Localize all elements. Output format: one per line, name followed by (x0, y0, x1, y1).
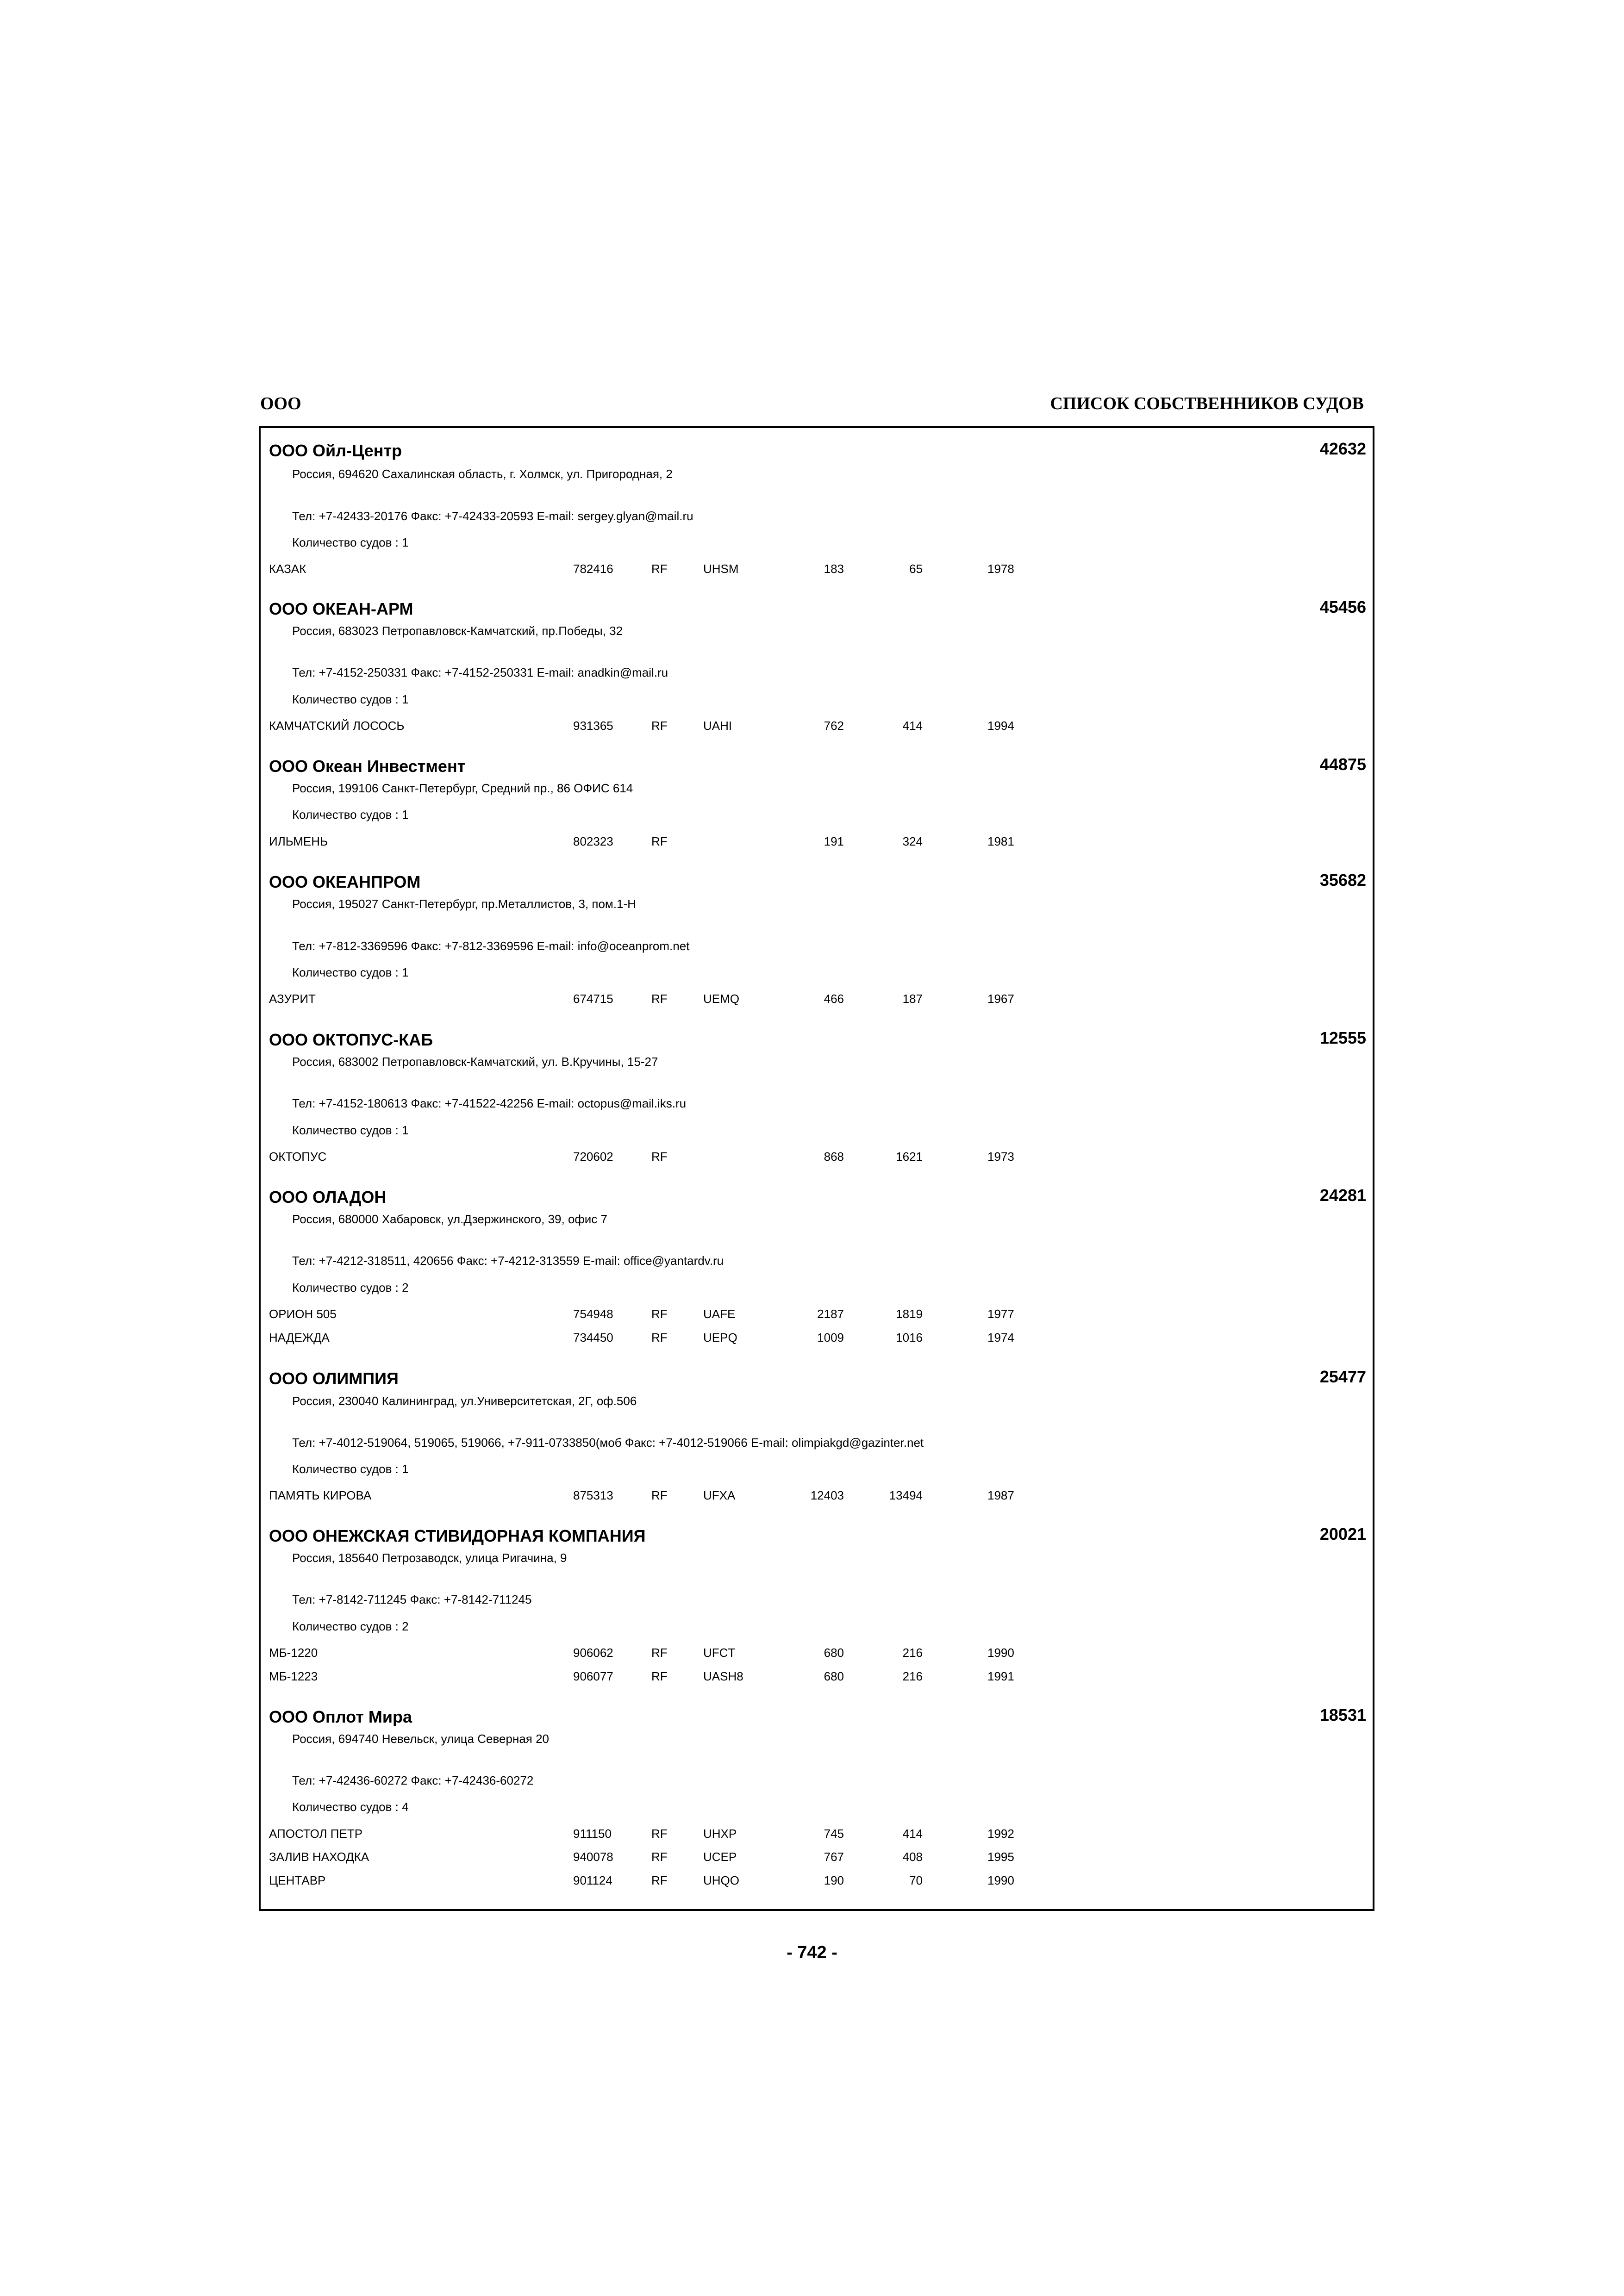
vessel-name: МБ-1223 (269, 1669, 318, 1683)
vessel-name: АПОСТОЛ ПЕТР (269, 1827, 363, 1841)
company-id: 20021 (1319, 1524, 1366, 1543)
vessel-deadweight: 1819 (896, 1307, 923, 1321)
vessel-gross-tonnage: 680 (824, 1646, 844, 1660)
vessel-flag: RF (651, 834, 668, 848)
vessel-call-sign: UCEP (703, 1850, 737, 1864)
vessel-name: ЦЕНТАВР (269, 1873, 326, 1887)
vessel-name: КАЗАК (269, 562, 306, 576)
vessel-flag: RF (651, 1850, 668, 1864)
vessel-count: Количество судов : 1 (292, 1462, 409, 1476)
vessel-row (261, 1669, 1373, 1685)
vessel-name: НАДЕЖДА (269, 1331, 330, 1344)
company-name: ООО Оплот Мира (269, 1707, 412, 1726)
vessel-row (261, 1850, 1373, 1866)
vessel-deadweight: 13494 (889, 1488, 923, 1502)
vessel-build-year: 1994 (987, 719, 1014, 733)
vessel-name: МБ-1220 (269, 1646, 318, 1660)
vessel-deadweight: 187 (902, 992, 923, 1006)
vessel-call-sign: UAFE (703, 1307, 736, 1321)
company-contacts: Тел: +7-4152-180613 Факс: +7-41522-42256 E-mail: octopus@mail.iks.ru (292, 1096, 687, 1110)
vessel-count: Количество судов : 1 (292, 808, 409, 821)
vessel-deadweight: 70 (909, 1873, 923, 1887)
vessel-call-sign: UHQO (703, 1873, 739, 1887)
vessel-deadweight: 65 (909, 562, 923, 576)
vessel-call-sign: UHSM (703, 562, 739, 576)
vessel-gross-tonnage: 466 (824, 992, 844, 1006)
vessel-row (261, 1646, 1373, 1661)
vessel-build-year: 1977 (987, 1307, 1014, 1321)
company-id: 25477 (1319, 1367, 1366, 1386)
vessel-deadweight: 414 (902, 719, 923, 733)
vessel-build-year: 1995 (987, 1850, 1014, 1864)
vessel-gross-tonnage: 868 (824, 1150, 844, 1164)
vessel-row (261, 1331, 1373, 1346)
vessel-build-year: 1974 (987, 1331, 1014, 1344)
company-contacts: Тел: +7-812-3369596 Факс: +7-812-3369596 E-mail: info@oceanprom.net (292, 939, 690, 953)
vessel-flag: RF (651, 992, 668, 1006)
company-id: 44875 (1319, 755, 1366, 774)
vessel-flag: RF (651, 562, 668, 576)
vessel-gross-tonnage: 2187 (817, 1307, 844, 1321)
company-contacts: Тел: +7-4012-519064, 519065, 519066, +7-911-0733850(моб Факс: +7-4012-519066 E-mail: olimpiakgd@gazinter.net (292, 1436, 924, 1450)
vessel-build-year: 1981 (987, 834, 1014, 848)
company-contacts: Тел: +7-42436-60272 Факс: +7-42436-60272 (292, 1773, 534, 1787)
company-id: 24281 (1319, 1186, 1366, 1205)
vessel-gross-tonnage: 680 (824, 1669, 844, 1683)
vessel-count: Количество судов : 1 (292, 535, 409, 549)
vessel-gross-tonnage: 183 (824, 562, 844, 576)
company-name: ООО ОКТОПУС-КАБ (269, 1030, 433, 1049)
vessel-name: ЗАЛИВ НАХОДКА (269, 1850, 369, 1864)
vessel-gross-tonnage: 12403 (810, 1488, 844, 1502)
vessel-deadweight: 414 (902, 1827, 923, 1841)
vessel-reg-number: 720602 (573, 1150, 613, 1164)
vessel-row (261, 1827, 1373, 1842)
vessel-deadweight: 1016 (896, 1331, 923, 1344)
company-contacts: Тел: +7-4152-250331 Факс: +7-4152-250331 E-mail: anadkin@mail.ru (292, 666, 668, 679)
vessel-call-sign: UEPQ (703, 1331, 737, 1344)
vessel-build-year: 1967 (987, 992, 1014, 1006)
vessel-gross-tonnage: 767 (824, 1850, 844, 1864)
vessel-flag: RF (651, 1873, 668, 1887)
company-id: 42632 (1319, 439, 1366, 458)
vessel-call-sign: UASH8 (703, 1669, 743, 1683)
vessel-count: Количество судов : 4 (292, 1800, 409, 1814)
vessel-build-year: 1991 (987, 1669, 1014, 1683)
company-name: ООО ОНЕЖСКАЯ СТИВИДОРНАЯ КОМПАНИЯ (269, 1526, 646, 1545)
company-name: ООО ОЛИМПИЯ (269, 1369, 399, 1388)
company-address: Россия, 230040 Калининград, ул.Университетская, 2Г, оф.506 (292, 1394, 637, 1408)
vessel-reg-number: 911150 (573, 1827, 612, 1841)
vessel-flag: RF (651, 1307, 668, 1321)
vessel-reg-number: 802323 (573, 834, 613, 848)
vessel-build-year: 1973 (987, 1150, 1014, 1164)
vessel-call-sign: UFCT (703, 1646, 736, 1660)
vessel-gross-tonnage: 190 (824, 1873, 844, 1887)
company-name: ООО Океан Инвестмент (269, 757, 466, 776)
vessel-deadweight: 216 (902, 1669, 923, 1683)
vessel-name: АЗУРИТ (269, 992, 316, 1006)
vessel-name: КАМЧАТСКИЙ ЛОСОСЬ (269, 719, 405, 733)
vessel-row (261, 719, 1373, 734)
vessel-build-year: 1978 (987, 562, 1014, 576)
vessel-reg-number: 901124 (573, 1873, 612, 1887)
company-name: ООО ОКЕАН-АРМ (269, 599, 413, 618)
vessel-count: Количество судов : 1 (292, 965, 409, 979)
vessel-name: ОРИОН 505 (269, 1307, 337, 1321)
vessel-build-year: 1990 (987, 1646, 1014, 1660)
vessel-build-year: 1990 (987, 1873, 1014, 1887)
vessel-gross-tonnage: 1009 (817, 1331, 844, 1344)
running-header-title: СПИСОК СОБСТВЕННИКОВ СУДОВ (1050, 394, 1364, 413)
company-name: ООО ОКЕАНПРОМ (269, 872, 421, 891)
vessel-row (261, 562, 1373, 578)
vessel-flag: RF (651, 1331, 668, 1344)
vessel-flag: RF (651, 719, 668, 733)
vessel-build-year: 1987 (987, 1488, 1014, 1502)
company-id: 35682 (1319, 871, 1366, 890)
vessel-reg-number: 674715 (573, 992, 613, 1006)
vessel-reg-number: 875313 (573, 1488, 613, 1502)
vessel-call-sign: UHXP (703, 1827, 737, 1841)
company-name: ООО Ойл-Центр (269, 441, 402, 460)
vessel-name: ИЛЬМЕНЬ (269, 834, 328, 848)
vessel-row (261, 992, 1373, 1008)
vessel-reg-number: 782416 (573, 562, 613, 576)
company-id: 18531 (1319, 1705, 1366, 1724)
page-number: - 742 - (787, 1943, 837, 1962)
vessel-count: Количество судов : 2 (292, 1619, 409, 1633)
vessel-row (261, 1488, 1373, 1504)
company-address: Россия, 185640 Петрозаводск, улица Ригачина, 9 (292, 1551, 567, 1565)
vessel-call-sign: UEMQ (703, 992, 739, 1006)
owner-list-frame (259, 426, 1374, 1911)
vessel-deadweight: 1621 (896, 1150, 923, 1164)
vessel-reg-number: 940078 (573, 1850, 613, 1864)
vessel-reg-number: 754948 (573, 1307, 613, 1321)
vessel-flag: RF (651, 1827, 668, 1841)
company-name: ООО ОЛАДОН (269, 1188, 387, 1207)
vessel-flag: RF (651, 1488, 668, 1502)
vessel-flag: RF (651, 1646, 668, 1660)
vessel-gross-tonnage: 762 (824, 719, 844, 733)
company-address: Россия, 195027 Санкт-Петербург, пр.Металлистов, 3, пом.1-Н (292, 897, 636, 911)
vessel-count: Количество судов : 2 (292, 1281, 409, 1294)
vessel-reg-number: 906062 (573, 1646, 613, 1660)
company-address: Россия, 199106 Санкт-Петербург, Средний пр., 86 ОФИС 614 (292, 781, 633, 795)
company-address: Россия, 683002 Петропавловск-Камчатский, ул. В.Кручины, 15-27 (292, 1055, 658, 1069)
company-address: Россия, 694620 Сахалинская область, г. Холмск, ул. Пригородная, 2 (292, 467, 673, 481)
vessel-count: Количество судов : 1 (292, 1123, 409, 1137)
vessel-call-sign: UFXA (703, 1488, 736, 1502)
vessel-gross-tonnage: 191 (824, 834, 844, 848)
vessel-reg-number: 734450 (573, 1331, 613, 1344)
vessel-row (261, 1307, 1373, 1323)
running-header-section: ООО (260, 394, 301, 413)
company-contacts: Тел: +7-4212-318511, 420656 Факс: +7-4212-313559 E-mail: office@yantardv.ru (292, 1254, 724, 1268)
vessel-name: ОКТОПУС (269, 1150, 327, 1164)
vessel-name: ПАМЯТЬ КИРОВА (269, 1488, 372, 1502)
vessel-row (261, 834, 1373, 850)
company-id: 12555 (1319, 1028, 1366, 1047)
vessel-reg-number: 906077 (573, 1669, 613, 1683)
vessel-gross-tonnage: 745 (824, 1827, 844, 1841)
vessel-flag: RF (651, 1669, 668, 1683)
vessel-reg-number: 931365 (573, 719, 613, 733)
vessel-deadweight: 324 (902, 834, 923, 848)
vessel-deadweight: 216 (902, 1646, 923, 1660)
vessel-deadweight: 408 (902, 1850, 923, 1864)
vessel-call-sign: UAHI (703, 719, 732, 733)
vessel-row (261, 1150, 1373, 1165)
company-contacts: Тел: +7-42433-20176 Факс: +7-42433-20593 E-mail: sergey.glyan@mail.ru (292, 509, 693, 523)
vessel-build-year: 1992 (987, 1827, 1014, 1841)
vessel-row (261, 1873, 1373, 1889)
vessel-flag: RF (651, 1150, 668, 1164)
company-id: 45456 (1319, 597, 1366, 616)
company-address: Россия, 680000 Хабаровск, ул.Дзержинского, 39, офис 7 (292, 1212, 608, 1226)
company-contacts: Тел: +7-8142-711245 Факс: +7-8142-711245 (292, 1593, 532, 1606)
vessel-count: Количество судов : 1 (292, 692, 409, 706)
company-address: Россия, 694740 Невельск, улица Северная 20 (292, 1732, 550, 1746)
company-address: Россия, 683023 Петропавловск-Камчатский, пр.Победы, 32 (292, 624, 623, 638)
